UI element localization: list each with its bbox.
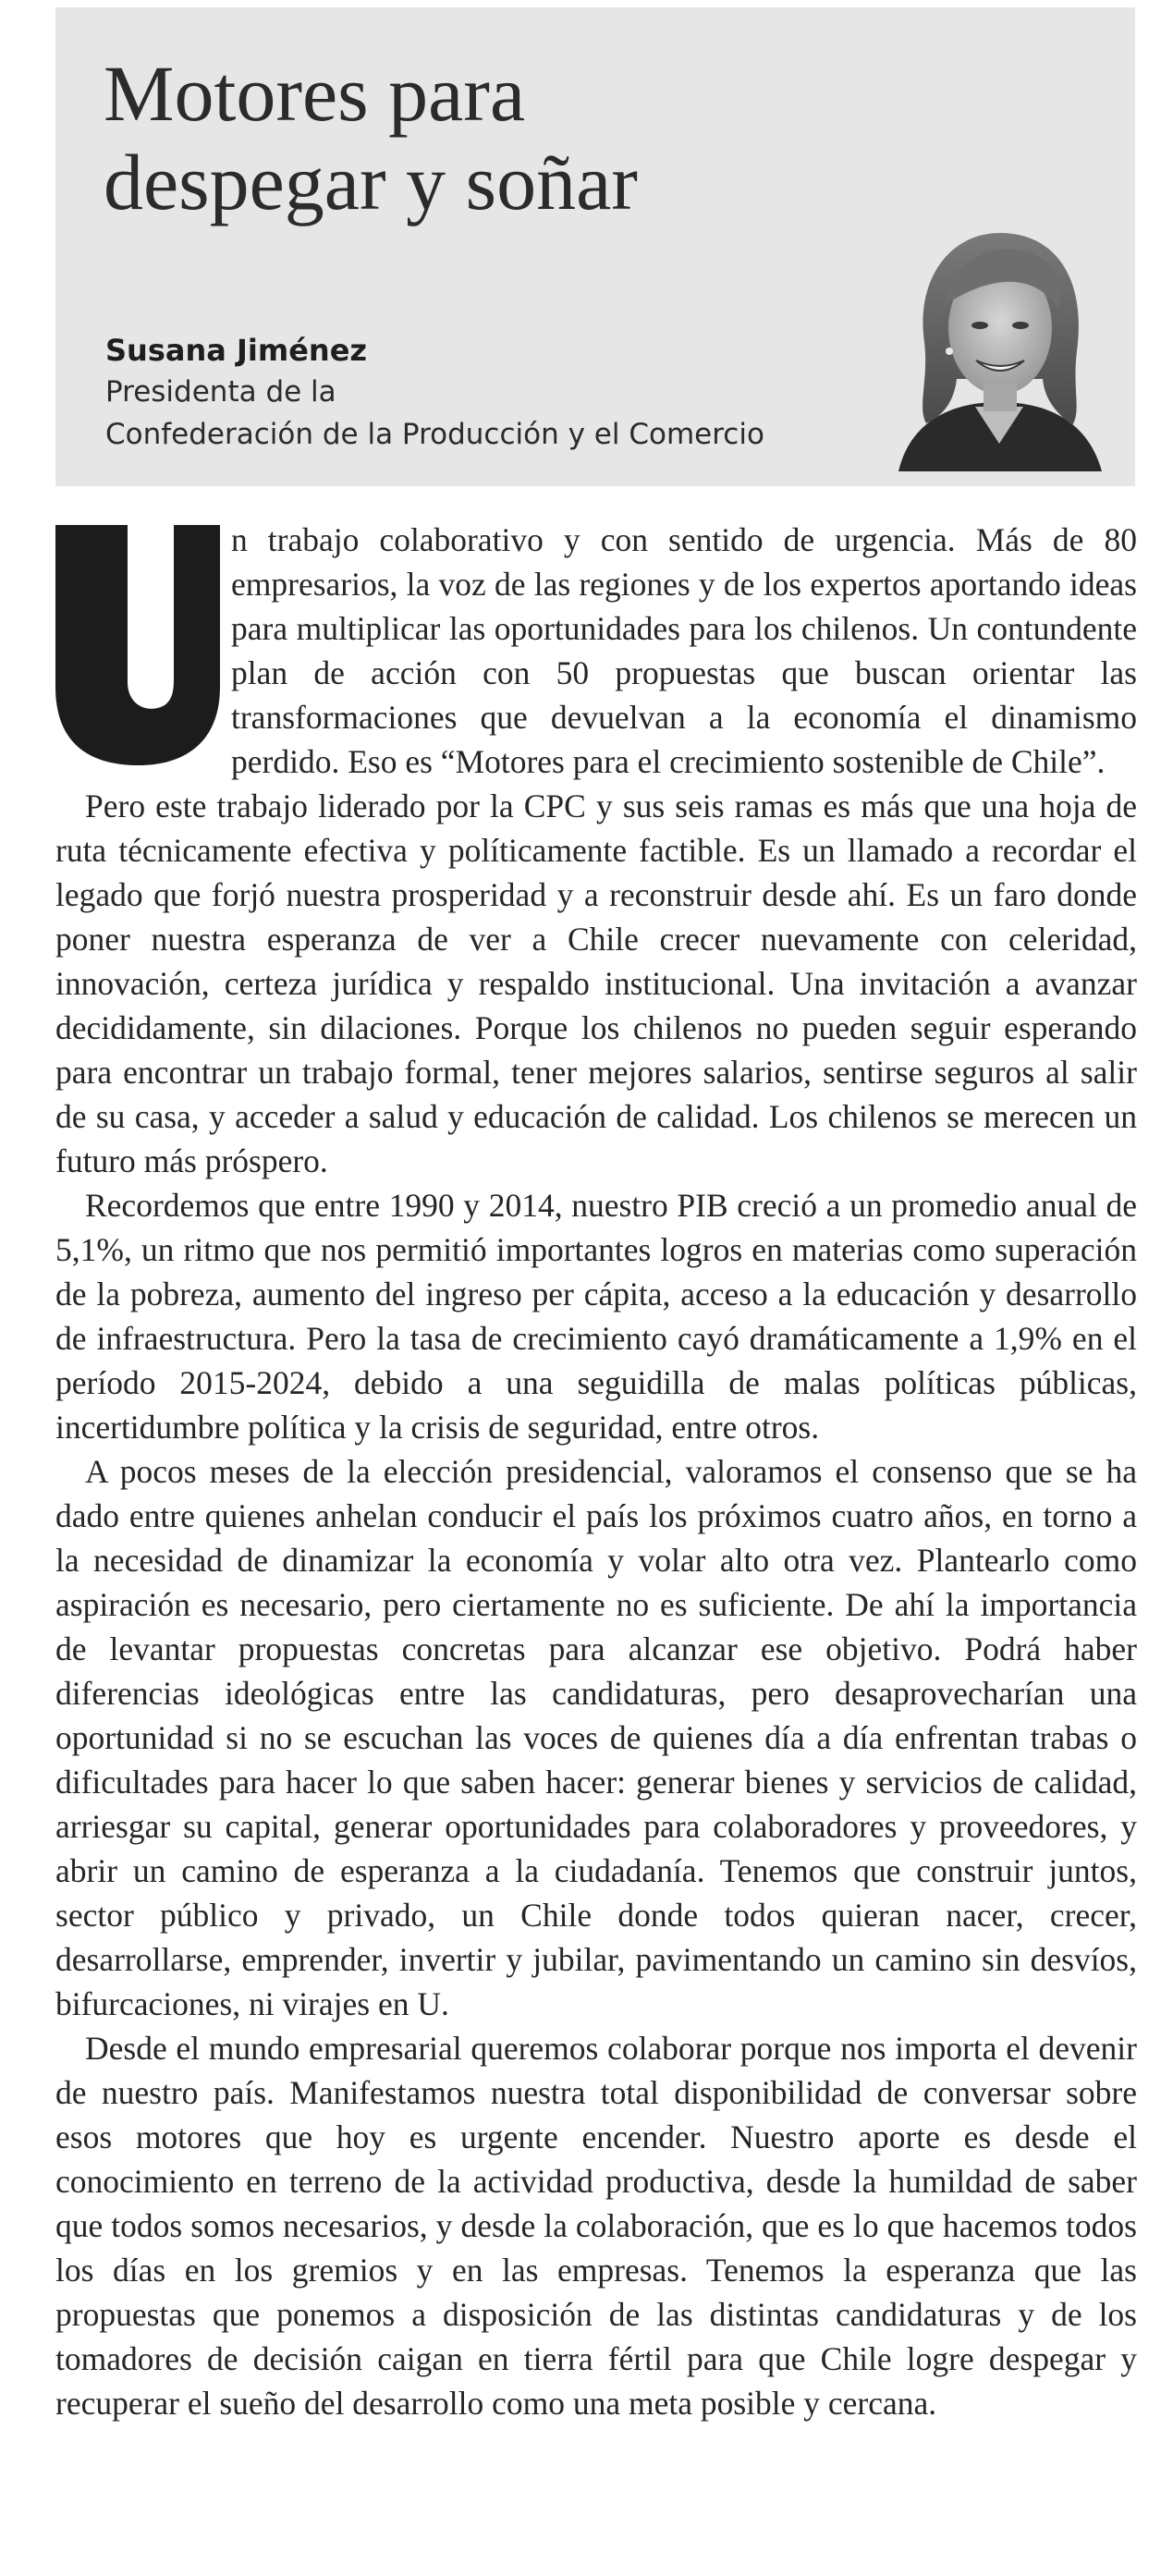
paragraph-3: Recordemos que entre 1990 y 2014, nuestro PIB creció a un promedio anual de 5,1%, un ritmo que nos permitió importantes logros en materias como superación de la pobreza, aumento del ingreso per cápita, acceso a la educación y desarrollo de infraestructura. Pero la tasa de crecimiento cayó dramáticamente a 1,9% en el período 2015-2024, debido a una seguidilla de malas políticas públicas, incertidumbre política y la crisis de seguridad, entre otros. bbox=[55, 1187, 1137, 1446]
drop-cap bbox=[55, 525, 220, 765]
headline-line-1: Motores para bbox=[104, 49, 526, 138]
paragraph-4: A pocos meses de la elección presidencial, valoramos el consenso que se ha dado entre quienes anhelan conducir el país los próximos cuatro años, en torno a la necesidad de dinamizar la economía y volar alto otra vez. Plantearlo como aspiración es necesario, pero ciertamente no es suficiente. De ahí la importancia de levantar propuestas concretas para alcanzar ese objetivo. Podrá haber diferencias ideológicas entre las candidaturas, pero desaprovecharían una oportunidad si no se escuchan las voces de quienes día a día enfrentan trabas o dificultades para hacer lo que saben hacer: generar bienes y servicios de calidad, arriesgar su capital, generar oportunidades para colaboradores y proveedores, y abrir un camino de esperanza a la ciudadanía. Tenemos que construir juntos, sector público y privado, un Chile donde todos quieran nacer, crecer, desarrollarse, emprender, invertir y jubilar, pavimentando un camino sin desvíos, bifurcaciones, ni virajes en U. bbox=[55, 1453, 1137, 2022]
author-role bbox=[105, 371, 764, 456]
paragraph-1 bbox=[55, 518, 1137, 784]
author-name: Susana Jiménez bbox=[105, 333, 368, 368]
author-photo bbox=[887, 213, 1111, 471]
paragraph-2: Pero este trabajo liderado por la CPC y sus seis ramas es más que una hoja de ruta técnicamente efectiva y políticamente factible. Es un llamado a recordar el legado que forjó nuestra prosperidad y a reconstruir desde ahí. Es un faro donde poner nuestra esperanza de ver a Chile crecer nuevamente con celeridad, innovación, certeza jurídica y respaldo institucional. Una invitación a avanzar decididamente, sin dilaciones. Porque los chilenos no pueden seguir esperando para encontrar un trabajo formal, tener mejores salarios, sentirse seguros al salir de su casa, y acceder a salud y educación de calidad. Los chilenos se merecen un futuro más próspero. bbox=[55, 787, 1137, 1179]
article-body bbox=[55, 518, 1137, 2425]
paragraph-1-text: n trabajo colaborativo y con sentido de urgencia. Más de 80 empresarios, la voz de las regiones y de los expertos aportando ideas para multiplicar las oportunidades para los chilenos. Un contundente plan de acción con 50 propuestas que buscan orientar las transformaciones que devuelvan a la economía el dinamismo perdido. Eso es “Motores para el crecimiento sostenible de Chile”. bbox=[231, 521, 1137, 780]
headline-line-2: despegar y soñar bbox=[104, 138, 638, 226]
headline bbox=[104, 49, 638, 226]
paragraph-5: Desde el mundo empresarial queremos colaborar porque nos importa el devenir de nuestro país. Manifestamos nuestra total disponibilidad de conversar sobre esos motores que hoy es urgente encender. Nuestro aporte es desde el conocimiento en terreno de la actividad productiva, desde la humildad de saber que todos somos necesarios, y desde la colaboración, que es lo que hacemos todos los días en los gremios y en las empresas. Tenemos la esperanza que las propuestas que ponemos a disposición de las distintas candidaturas y de los tomadores de decisión caigan en tierra fértil para que Chile logre despegar y recuperar el sueño del desarrollo como una meta posible y cercana. bbox=[55, 2030, 1137, 2422]
author-role-line-2: Confederación de la Producción y el Comercio bbox=[105, 418, 764, 451]
header-box bbox=[55, 7, 1135, 486]
author-role-line-1: Presidenta de la bbox=[105, 375, 336, 409]
